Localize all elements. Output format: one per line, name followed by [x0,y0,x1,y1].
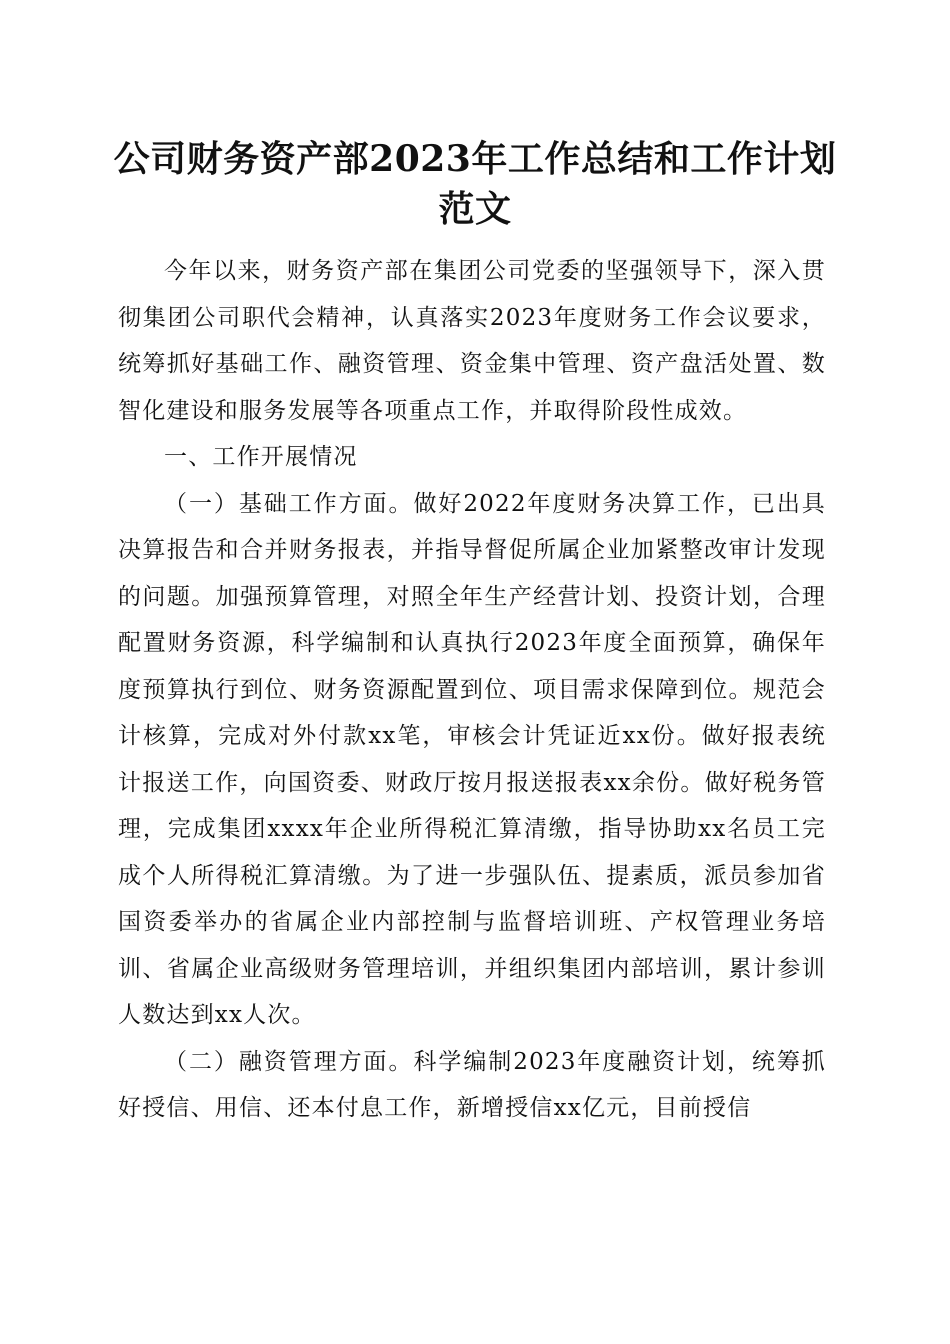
title-line-2: 范文 [438,188,512,230]
section-heading-1: 一、工作开展情况 [164,444,358,470]
subsection-1-body: 做好2022年度财务决算工作，已出具决算报告和合并财务报表，并指导督促所属企业加紧整改审计发现的问题。加强预算管理，对照全年生产经营计划、投资计划，合理配置财务资源，科学编制和认真执行2023年度全面预算，确保年度预算执行到位、财务资源配置到位、项目需求保障到位。规范会计核算，完成对外付款xx笔，审核会计凭证近xx份。做好报表统计报送工作，向国资委、财政厅按月报送报表xx余份。做好税务管理，完成集团xxxx年企业所得税汇算清缴，指导协助xx名员工完成个人所得税汇算清缴。为了进一步强队伍、提素质，派员参加省国资委举办的省属企业内部控制与监督培训班、产权管理业务培训、省属企业高级财务管理培训，并组织集团内部培训，累计参训人数达到xx人次。 [118,490,827,1028]
subsection-2-lead: （二）融资管理方面。 [164,1048,414,1075]
subsection-1-paragraph [118,481,826,1039]
subsection-1-lead: （一）基础工作方面。 [164,490,414,517]
document-title [110,134,840,234]
document-body [118,248,826,1132]
intro-paragraph: 今年以来，财务资产部在集团公司党委的坚强领导下，深入贯彻集团公司职代会精神，认真落实2023年度财务工作会议要求，统筹抓好基础工作、融资管理、资金集中管理、资产盘活处置、数智化建设和服务发展等各项重点工作，并取得阶段性成效。 [118,258,826,424]
subsection-2-body: 科学编制2023年度融资计划，统筹抓好授信、用信、还本付息工作，新增授信xx亿元，目前授信 [118,1048,827,1121]
title-line-1: 公司财务资产部2023年工作总结和工作计划 [113,138,837,180]
subsection-2-paragraph [118,1039,826,1132]
